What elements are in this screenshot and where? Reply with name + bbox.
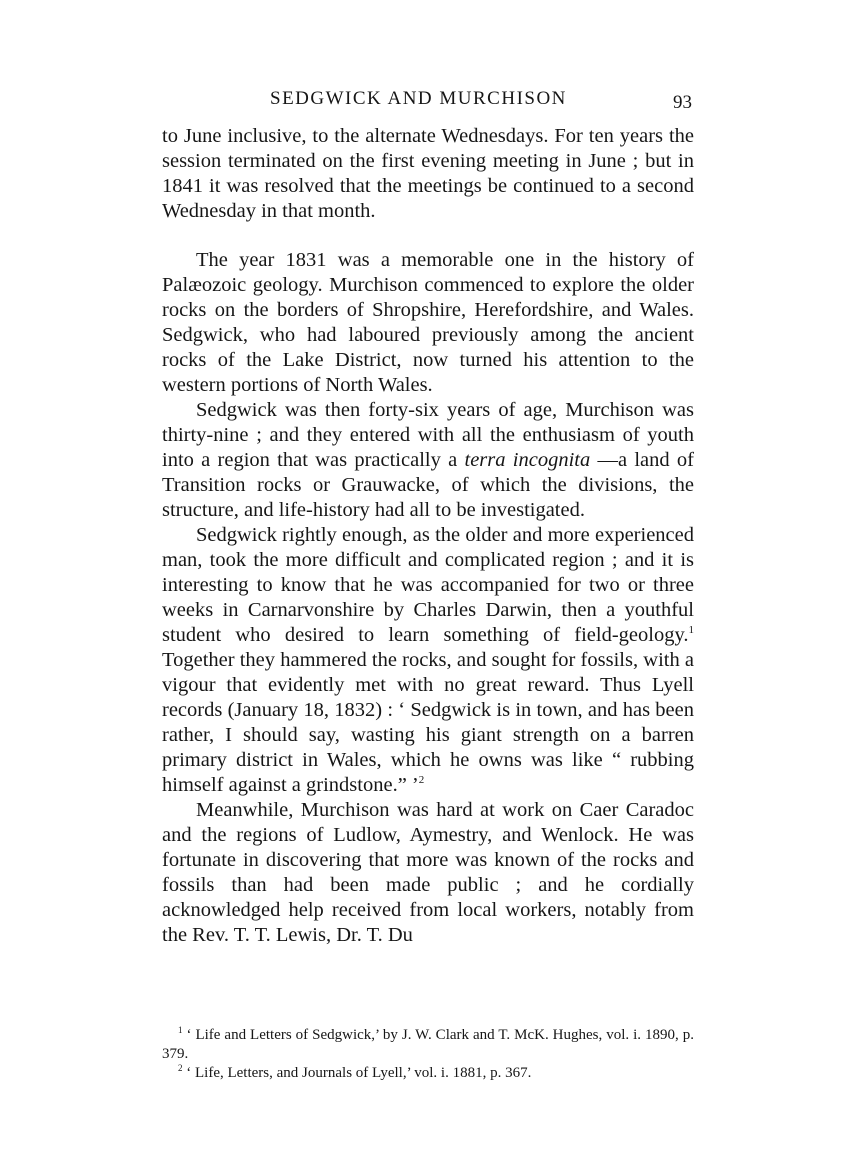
paragraph-ages-text: Sedgwick was then forty-six years of age, Murchison was thirty-nine ; and they entered with all the enthusiasm of youth into a region that was practically a — [162, 399, 694, 471]
paragraph-darwin — [162, 523, 694, 798]
footnote-1 — [162, 1026, 694, 1064]
paragraph-ages-text-end: —a land of Transition rocks or Grauwacke, of which the divisions, the structure, and life-history had all to be investigated. — [162, 449, 695, 521]
paragraph-darwin-text: Sedgwick rightly enough, as the older and more experienced man, took the more difficult and complicated region ; and it is interesting to know that he was accompanied for two or three weeks in Carnarvonshire by Charles Darwin, then a youthful student who desired to learn something of field-geology. — [162, 524, 694, 646]
footnotes — [162, 1026, 694, 1083]
page-number: 93 — [673, 92, 692, 113]
footnote-ref-2[interactable]: 2 — [418, 774, 425, 786]
footnote-mark-1: 1 — [178, 1025, 183, 1035]
paragraph-darwin-text-cont: Together they hammered the rocks, and sought for fossils, with a vigour that evidently met with no great reward. Thus Lyell records (January 18, 1832) : ‘ Sedgwick is in town, and has been rather, I should say, wasting his giant strength on a barren primary district in Wales, which he owns was like “ rubbing himself against a grindstone.” ’ — [162, 649, 694, 796]
footnote-ref-1[interactable]: 1 — [688, 624, 694, 636]
running-head — [162, 88, 694, 118]
footnote-2 — [162, 1064, 694, 1083]
paragraph-ages — [162, 398, 694, 523]
footnote-text-2: ‘ Life, Letters, and Journals of Lyell,’ vol. i. 1881, p. 367. — [186, 1065, 532, 1081]
paragraph-murchison: Meanwhile, Murchison was hard at work on Caer Caradoc and the regions of Ludlow, Aymestry, and Wenlock. He was fortunate in discovering that more was known of the rocks and fossils than had been made public ; and he cordially acknowledged help received from local workers, notably from the Rev. T. T. Lewis, Dr. T. Du — [162, 799, 694, 946]
footnote-text-1: ‘ Life and Letters of Sedgwick,’ by J. W. Clark and T. McK. Hughes, vol. i. 1890, p. 379. — [162, 1027, 695, 1062]
italic-phrase: terra incognita — [464, 449, 591, 471]
running-title: SEDGWICK AND MURCHISON — [270, 88, 567, 109]
paragraph-1831: The year 1831 was a memorable one in the history of Palæozoic geology. Murchison commenced to explore the older rocks on the borders of Shropshire, Herefordshire, and Wales. Sedgwick, who had laboured previously among the ancient rocks of the Lake District, now turned his attention to the western portions of North Wales. — [162, 249, 694, 396]
footnote-mark-2: 2 — [178, 1063, 183, 1073]
paragraph-continuation: to June inclusive, to the alternate Wednesdays. For ten years the session terminated on the first evening meeting in June ; but in 1841 it was resolved that the meetings be continued to a second Wednesday in that month. — [162, 125, 694, 222]
body-text — [162, 124, 694, 948]
